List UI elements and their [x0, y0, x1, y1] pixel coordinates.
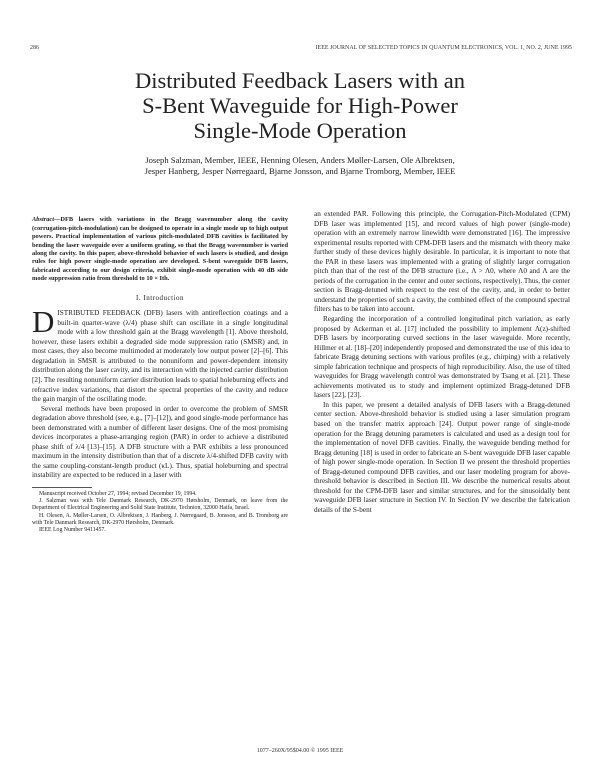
- title-line-2: S-Bent Waveguide for High-Power: [142, 93, 458, 118]
- intro-paragraph-1: [32, 304, 289, 404]
- intro-paragraph-1-text: ISTRIBUTED FEEDBACK (DFB) lasers with antireflection coatings and a built-in quarter-wave (λ/4) phase shift can oscillate in a single longitudinal mode with a low threshold gain at the Bragg wavelength [1]. Above threshold, however, these lasers exhibit a degraded side mode suppression ratio (SMSR) and, in most cases, they also become multimoded at moderately low output power [2]–[6]. This degradation in SMSR is attributed to the nonuniform and power-dependent intensity distribution along the laser cavity, and its interaction with the injected carrier distribution [2]. The resulting nonuniform carrier distribution leads to spatial holeburning effects and refractive index variations, that distort the spectral properties of the cavity and reduce the gain margin of the oscillating mode.: [32, 309, 289, 404]
- authors-line-1: Joseph Salzman, Member, IEEE, Henning Olesen, Anders Møller-Larsen, Ole Albrektsen,: [145, 155, 455, 165]
- right-paragraph-1: an extended PAR. Following this principle, the Corrugation-Pitch-Modulated (CPM) DFB laser was implemented [15], and record values of high power (single-mode) operation with an extremely narrow linewidth were demonstrated [16]. The impressive experimental results reported with CPM-DFB lasers and the mismatch with theory make further study of these devices highly desirable. In particular, it is important to note that the PAR in these lasers was implemented with a grating of slightly larger corrugation pitch than that of the rest of the DFB structure (i.e., Λ > Λ0, where Λ0 and Λ are the periods of the corrugation in the center and outer sections, respectively). Thus, the center section is Bragg-detuned with respect to the rest of the cavity, and, in order to better understand the properties of such a cavity, the combined effect of the compound spectral filters has to be taken into account.: [314, 210, 570, 314]
- drop-cap: D: [32, 304, 55, 340]
- footnote-authors: H. Olesen, A. Møller-Larsen, O. Albrektsen, J. Hanberg, J. Nørregaard, B. Jonsson, and B. Tromborg are with Tele Danmark Research, DK-2970 Hørsholm, Denmark.: [32, 512, 288, 526]
- footnote-salzman: J. Salzman was with Tele Danmark Research, DK-2970 Hørsholm, Denmark, on leave from the Department of Electrical Engineering and Solid State Institute, Technion, 32000 Haifa, Israel.: [32, 498, 288, 512]
- page-number: 286: [30, 45, 39, 51]
- journal-title: IEEE JOURNAL OF SELECTED TOPICS IN QUANTUM ELECTRONICS, VOL. 1, NO. 2, JUNE 1995: [315, 45, 572, 51]
- title-line-3: Single-Mode Operation: [193, 118, 407, 143]
- left-column: [32, 210, 288, 534]
- abstract-lead: Abstract—: [32, 216, 61, 224]
- paper-title: [60, 68, 540, 143]
- author-list: [50, 155, 550, 177]
- title-line-1: Distributed Feedback Lasers with an: [135, 68, 465, 93]
- section-heading-introduction: I. Introduction: [136, 293, 184, 302]
- right-paragraph-2: Regarding the incorporation of a controlled longitudinal pitch variation, as early proposed by Ackerman et al. [17] included the possibility to implement Λ(z)-shifted DFB lasers by incorporating curved sections in the laser waveguide. More recently, Hillmer et al. [18]–[20] independently proposed and demonstrated the use of this idea to fabricate Bragg detuning sections with various profiles (e.g., chirping) with a relatively simple fabrication technique and prospects of high reproducibility. Also, the use of tilted waveguides for Bragg wavelength control was demonstrated by Tsang et al. [21]. These achievements motivated us to study and implement optimized Bragg-detuned DFB lasers [22], [23].: [314, 315, 570, 400]
- page-footer: 1077–260X/95$04.00 © 1995 IEEE: [256, 748, 344, 754]
- right-paragraph-3: In this paper, we present a detailed analysis of DFB lasers with a Bragg-detuned center section. Above-threshold behavior is studied using a laser simulation program based on the transfer matrix approach [24]. Output power range of single-mode operation for the Bragg detuning parameters is calculated and used as a design tool for the implementation of novel DFB cavities. Finally, the waveguide bending method for Bragg detuning [18] is used in order to fabricate an S-bent waveguide DFB laser capable of high power single-mode operation. In Section II we present the threshold properties of Bragg-detuned compound DFB cavities, and our laser modeling program for above-threshold behavior is described in Section III. We describe the numerical results about threshold for the CPM-DFB laser and similar structures, and for the sinusoidally bent waveguide DFB laser structure in Section IV. In Section IV we describe the fabrication details of the S-bent: [314, 400, 570, 514]
- abstract-text: DFB lasers with variations in the Bragg wavenumber along the cavity (corrugation-pitch-modulation) can be designed to operate in a single mode up to high output powers. Practical implementation of various pitch-modulated DFB cavities is facilitated by bending the laser waveguide over a uniform grating, so that the Bragg wavenumber is varied along the cavity. In this paper, above-threshold behavior of such lasers is studied, and design rules for high power single-mode operation are developed. S-bent waveguide DFB lasers, fabricated according to our design criteria, exhibit single-mode operation with 40 dB side mode suppression ratio from threshold to 10 × Ith.: [32, 216, 288, 283]
- authors-line-2: Jesper Hanberg, Jesper Nørregaard, Bjarne Jonsson, and Bjarne Tromborg, Member, IEEE: [144, 166, 456, 176]
- intro-paragraph-2: Several methods have been proposed in order to overcome the problem of SMSR degradation above threshold (see, e.g., [7]–[12]), and good single-mode performance has been demonstrated with a number of different laser designs. One of the most promising devices incorporates a phase-arranging region (PAR) in order to achieve a distributed phase shift of λ/4 [13]–[15]. A DFB structure with a PAR exhibits a less pronounced maximum in the intensity distribution than that of a discrete λ/4-shifted DFB cavity with the same coupling-constant-length product (κL). Thus, spatial holeburning and spectral instability are expected to be reduced in a laser with: [32, 404, 288, 480]
- abstract: [32, 216, 288, 283]
- footnote-divider: [32, 487, 92, 488]
- footnote-received: Manuscript received October 27, 1994; revised December 19, 1994.: [39, 491, 197, 498]
- footnote-log-number: IEEE Log Number 9411457.: [39, 527, 106, 534]
- right-column: [314, 210, 570, 516]
